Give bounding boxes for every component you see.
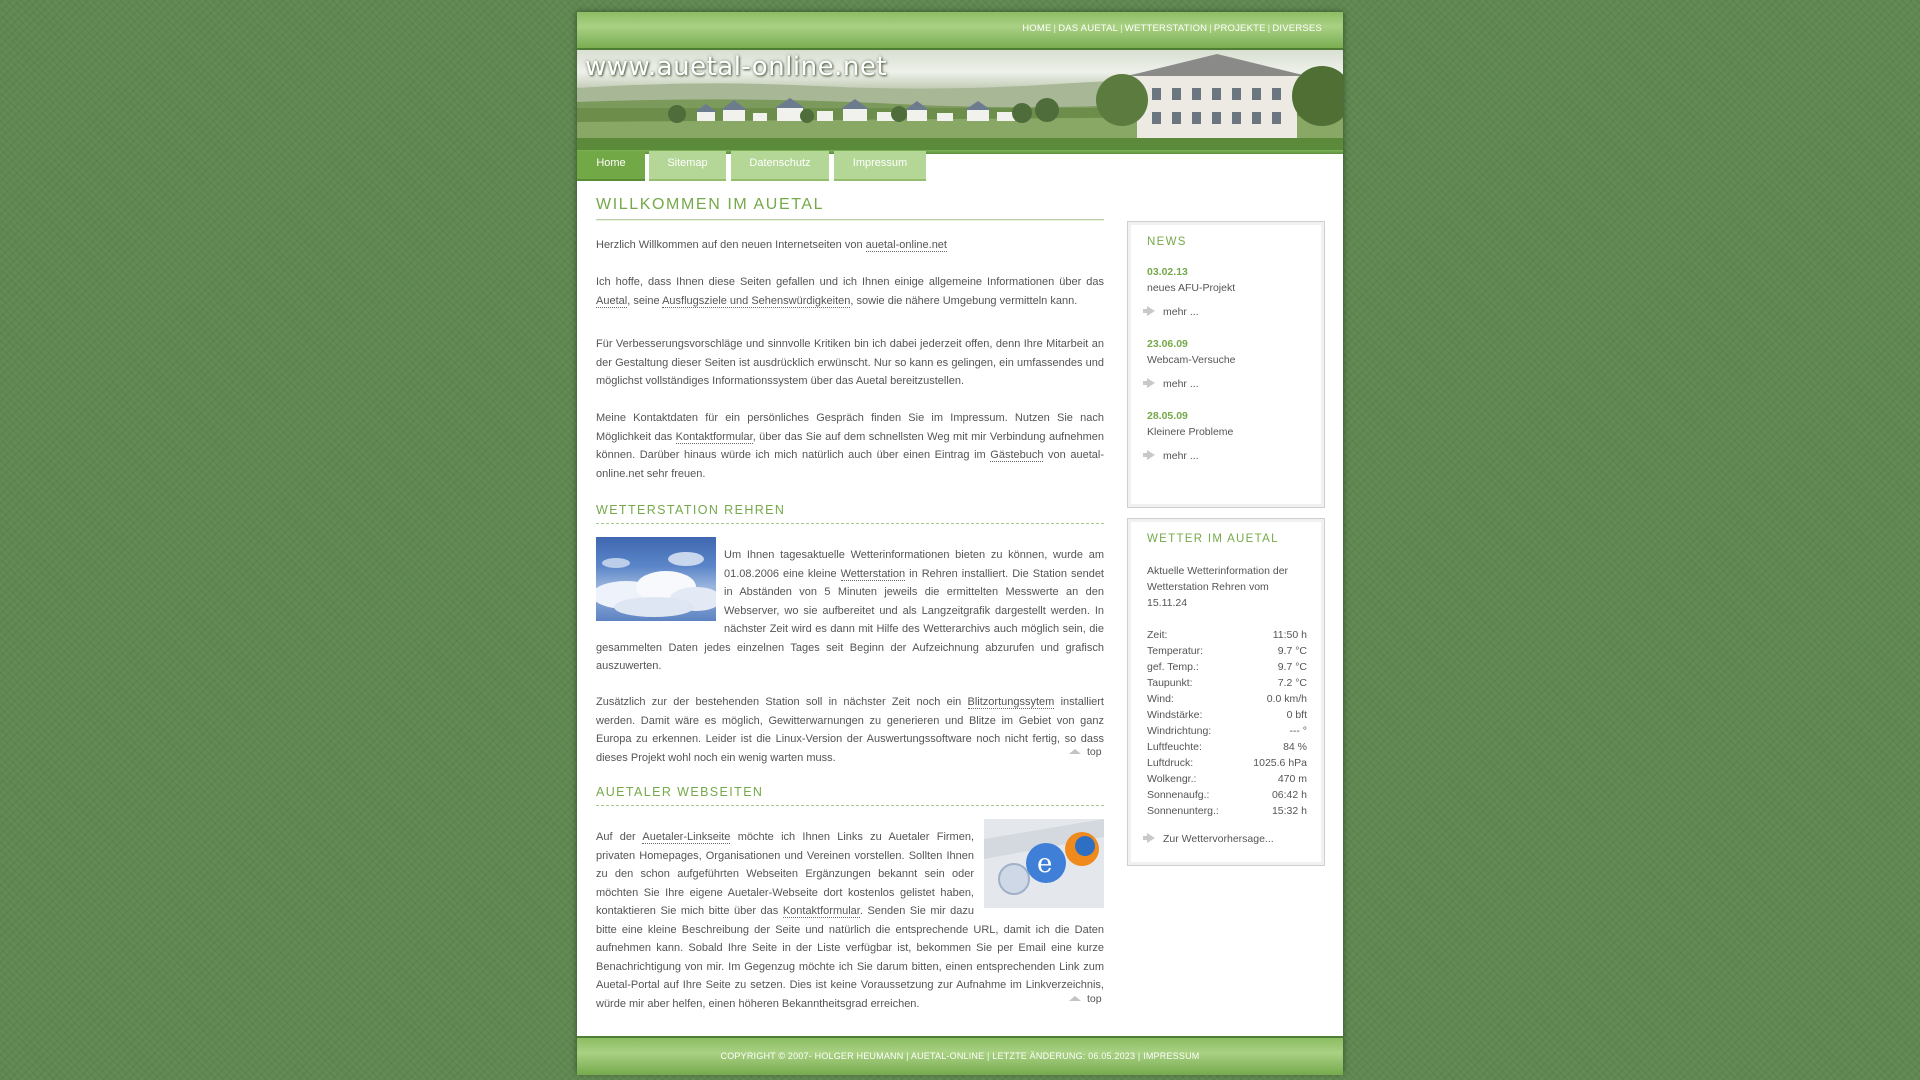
news-more-link[interactable] bbox=[1147, 378, 1199, 390]
back-to-top-link[interactable] bbox=[1069, 993, 1102, 1005]
topnav-separator: | bbox=[1209, 23, 1212, 34]
websites-text-mid: möchte ich Ihnen Links zu Auetaler Firmen, privaten Homepages, Organisationen und Vereinen vorstellen. Sollten Ihnen zu den schon aufgeführten Webseiten Ergänzungen bekannt sein oder möchten Sie Ihre eigene Auetaler-Webseite dort kostenlos gelistet haben, kontaktieren Sie mich bitte über das bbox=[596, 831, 975, 917]
weather-row bbox=[1147, 805, 1307, 821]
auetal-link[interactable]: Auetal bbox=[596, 294, 628, 307]
topnav-wetterstation[interactable]: WETTERSTATION bbox=[1124, 23, 1208, 34]
intro-text: Herzlich Willkommen auf den neuen Internetseiten von bbox=[596, 239, 866, 251]
blitzortung-link[interactable]: Blitzortungssytem bbox=[967, 696, 1055, 708]
weather-section-title: WETTERSTATION REHREN bbox=[596, 503, 1104, 524]
feedback-paragraph: Für Verbesserungsvorschläge und sinnvolle Kritiken bin ich dabei jederzeit offen, denn Ihre Mitarbeit an der Gestaltung dieser Seiten ist ausdrücklich erwünscht. Nur so kann es gelingen, ein umfassendes und möglichst vollständiges Informationssystem über das Auetal bereitzustellen. bbox=[596, 338, 1104, 387]
page-container bbox=[577, 12, 1343, 1073]
weather-text-end: in Rehren installiert. Die Station sendet in Abständen von 5 Minuten jeweils die ermittelten Messwerte an den Webserver, wo sie aufbereitet und als Langzeitgrafik dargestellt werden. In nächster Zeit wird es dann mit Hilfe des Wetterarchivs auch möglich sein, die gesammelten Daten jedes einzelnen Tages seit Beginn der Aufzeichnung abzurufen und grafisch auszuwerten. bbox=[596, 567, 1104, 672]
weather-label: Taupunkt: bbox=[1147, 677, 1193, 689]
weather-row bbox=[1147, 789, 1307, 805]
websites-text-end: . Senden Sie mir dazu bitte eine kleine Beschreibung der Seite und natürlich die entsprechende URL, damit ich die Daten aufnehmen kann. Sobald Ihre Seite in der Liste verfügbar ist, bekommen Sie per Email eine kurze Benachrichtigung von mir. Im Gegenzug möchte ich Sie darum bitten, einen entsprechenden Link zum Auetal-Portal auf Ihre Seite zu setzen. Dies ist keine Voraussetzung zur Aufnahme im Linkverzeichnis, würde mir aber helfen, einen höheren Bekanntheitsgrad erreichen. bbox=[596, 905, 1104, 1010]
contact-text-end: von auetal-online.net sehr freuen. bbox=[596, 449, 1105, 480]
weather-value: 7.2 °C bbox=[1277, 677, 1307, 689]
tab-sitemap[interactable]: Sitemap bbox=[649, 151, 726, 181]
weather-value: 9.7 °C bbox=[1277, 645, 1307, 657]
weather-box-title: WETTER IM AUETAL bbox=[1147, 533, 1279, 545]
weather-row bbox=[1147, 757, 1307, 773]
contact-paragraph bbox=[596, 409, 1104, 483]
weather-value: 06:42 h bbox=[1271, 789, 1307, 801]
weather-label: Luftfeuchte: bbox=[1147, 741, 1202, 753]
image-float-space bbox=[596, 546, 724, 632]
tab-datenschutz[interactable]: Datenschutz bbox=[731, 151, 829, 181]
weather-paragraph-2 bbox=[596, 693, 1104, 767]
kontaktformular-link[interactable]: Kontaktformular bbox=[675, 430, 753, 443]
news-box bbox=[1127, 221, 1325, 508]
weather-value: 470 m bbox=[1277, 773, 1307, 785]
contact-text: Meine Kontaktdaten für ein persönliches Gespräch finden Sie im Impressum. Nutzen Sie nach Möglichkeit das bbox=[596, 412, 1104, 443]
arrow-up-icon bbox=[1069, 749, 1081, 754]
websites-text: Auf der bbox=[596, 831, 643, 843]
more-label: mehr ... bbox=[1163, 306, 1199, 318]
hope-text-mid: , seine bbox=[627, 294, 663, 307]
weather-value: 84 % bbox=[1283, 741, 1307, 753]
site-link[interactable]: auetal-online.net bbox=[865, 239, 947, 251]
top-navigation bbox=[1022, 23, 1322, 34]
image-float-space bbox=[974, 828, 1104, 918]
weather-label: Temperatur: bbox=[1147, 645, 1204, 657]
arrow-up-icon bbox=[1069, 996, 1081, 1001]
weather-box bbox=[1127, 518, 1325, 866]
websites-paragraph bbox=[596, 828, 1104, 1013]
arrow-right-icon bbox=[1147, 450, 1155, 460]
weather-row bbox=[1147, 709, 1307, 725]
weather-row bbox=[1147, 677, 1307, 693]
page-title: WILLKOMMEN IM AUETAL bbox=[596, 196, 1104, 220]
footer bbox=[577, 1036, 1343, 1075]
weather-label: Zeit: bbox=[1147, 629, 1168, 641]
weather-label: Luftdruck: bbox=[1147, 757, 1194, 769]
more-label: mehr ... bbox=[1163, 378, 1199, 390]
lightning-text-end: installiert werden. Damit wäre es möglich, Gewitterwarnungen zu generieren und Blitze im Gebiet von ganz Europa zu erkennen. Leider ist die Linux-Version der Auswertungssoftware noch nicht fertig, so dass dieses Projekt wohl noch ein wenig warten muss. bbox=[596, 696, 1104, 764]
forecast-link[interactable] bbox=[1147, 833, 1274, 845]
site-title[interactable]: www.auetal-online.net bbox=[585, 52, 888, 82]
weather-label: Wind: bbox=[1147, 693, 1174, 705]
weather-row bbox=[1147, 773, 1307, 789]
weather-paragraph-1-flow bbox=[596, 546, 1104, 676]
weather-text: Um Ihnen tagesaktuelle Wetterinformationen bieten zu können, wurde am 01.08.2006 eine kleine bbox=[724, 549, 1104, 580]
top-label: top bbox=[1087, 993, 1102, 1005]
topnav-projekte[interactable]: PROJEKTE bbox=[1213, 23, 1266, 34]
weather-intro: Aktuelle Wetterinformation der Wetterstation Rehren vom 15.11.24 bbox=[1147, 565, 1289, 609]
arrow-right-icon bbox=[1147, 306, 1155, 316]
weather-row bbox=[1147, 693, 1307, 709]
websites-section-title: AUETALER WEBSEITEN bbox=[596, 785, 1104, 806]
news-title: NEWS bbox=[1147, 236, 1187, 248]
weather-label: Windrichtung: bbox=[1147, 725, 1212, 737]
wetterstation-link[interactable]: Wetterstation bbox=[840, 567, 906, 580]
weather-value: 1025.6 hPa bbox=[1253, 757, 1307, 769]
weather-row bbox=[1147, 741, 1307, 757]
intro-paragraph bbox=[596, 236, 1104, 255]
news-text: Kleinere Probleme bbox=[1147, 426, 1234, 438]
contact-text-mid: , über das Sie auf dem schnellsten Weg mit mir Verbindung aufnehmen können. Darüber hinaus würde ich mich natürlich auch über einen Eintrag im bbox=[596, 430, 1104, 461]
weather-value: 15:32 h bbox=[1271, 805, 1307, 817]
arrow-right-icon bbox=[1147, 833, 1155, 843]
weather-value: 0 bft bbox=[1286, 709, 1307, 721]
lightning-text: Zusätzlich zur der bestehenden Station soll in nächster Zeit noch ein bbox=[596, 696, 968, 708]
weather-value: 11:50 h bbox=[1272, 629, 1307, 641]
news-date: 28.05.09 bbox=[1147, 410, 1188, 422]
kontaktformular-link-2[interactable]: Kontaktformular bbox=[782, 905, 860, 917]
news-text: Webcam-Versuche bbox=[1147, 354, 1236, 366]
topnav-separator: | bbox=[1053, 23, 1057, 34]
header-banner-image bbox=[577, 50, 1343, 150]
more-label: mehr ... bbox=[1163, 450, 1199, 462]
hope-paragraph bbox=[596, 273, 1104, 310]
weather-value: 9.7 °C bbox=[1277, 661, 1307, 673]
top-label: top bbox=[1087, 746, 1102, 758]
weather-row bbox=[1147, 629, 1307, 645]
weather-label: gef. Temp.: bbox=[1147, 661, 1199, 673]
footer-text: COPYRIGHT © 2007- HOLGER HEUMANN | AUETAL-ONLINE | LETZTE ÄNDERUNG: 06.05.2023 | IMPRESSUM bbox=[720, 1051, 1200, 1061]
ausflugsziele-link[interactable]: Ausflugsziele und Sehenswürdigkeiten bbox=[662, 294, 851, 307]
weather-label: Windstärke: bbox=[1147, 709, 1203, 721]
news-date: 23.06.09 bbox=[1147, 338, 1188, 350]
topnav-das-auetal[interactable]: DAS AUETAL bbox=[1058, 23, 1119, 34]
tab-home[interactable]: Home bbox=[577, 151, 645, 181]
news-more-link[interactable] bbox=[1147, 306, 1199, 318]
tab-impressum[interactable]: Impressum bbox=[834, 151, 926, 181]
top-bar bbox=[577, 12, 1343, 50]
forecast-label: Zur Wettervorhersage... bbox=[1163, 833, 1274, 845]
hope-text: Ich hoffe, dass Ihnen diese Seiten gefallen und ich Ihnen einige allgemeine Informationen über das bbox=[596, 276, 1104, 288]
linkseite-link[interactable]: Auetaler-Linkseite bbox=[642, 831, 731, 843]
topnav-diverses[interactable]: DIVERSES bbox=[1272, 23, 1322, 34]
back-to-top-link[interactable] bbox=[1069, 746, 1102, 758]
weather-row bbox=[1147, 661, 1307, 677]
weather-label: Wolkengr.: bbox=[1147, 773, 1197, 785]
news-date: 03.02.13 bbox=[1147, 266, 1188, 278]
topnav-home[interactable]: HOME bbox=[1022, 23, 1052, 34]
news-more-link[interactable] bbox=[1147, 450, 1199, 462]
topnav-separator: | bbox=[1120, 23, 1123, 34]
weather-value: 0.0 km/h bbox=[1266, 693, 1307, 705]
weather-value: --- ° bbox=[1289, 725, 1307, 737]
weather-row bbox=[1147, 725, 1307, 741]
gaestebuch-link[interactable]: Gästebuch bbox=[990, 449, 1044, 461]
weather-label: Sonnenaufg.: bbox=[1147, 789, 1210, 801]
svg-text:e: e bbox=[1037, 849, 1053, 879]
hope-text-end: , sowie die nähere Umgebung vermitteln kann. bbox=[850, 294, 1078, 307]
weather-label: Sonnenunterg.: bbox=[1147, 805, 1219, 817]
topnav-separator: | bbox=[1267, 23, 1271, 34]
news-text: neues AFU-Projekt bbox=[1147, 282, 1236, 294]
arrow-right-icon bbox=[1147, 378, 1155, 388]
weather-row bbox=[1147, 645, 1307, 661]
